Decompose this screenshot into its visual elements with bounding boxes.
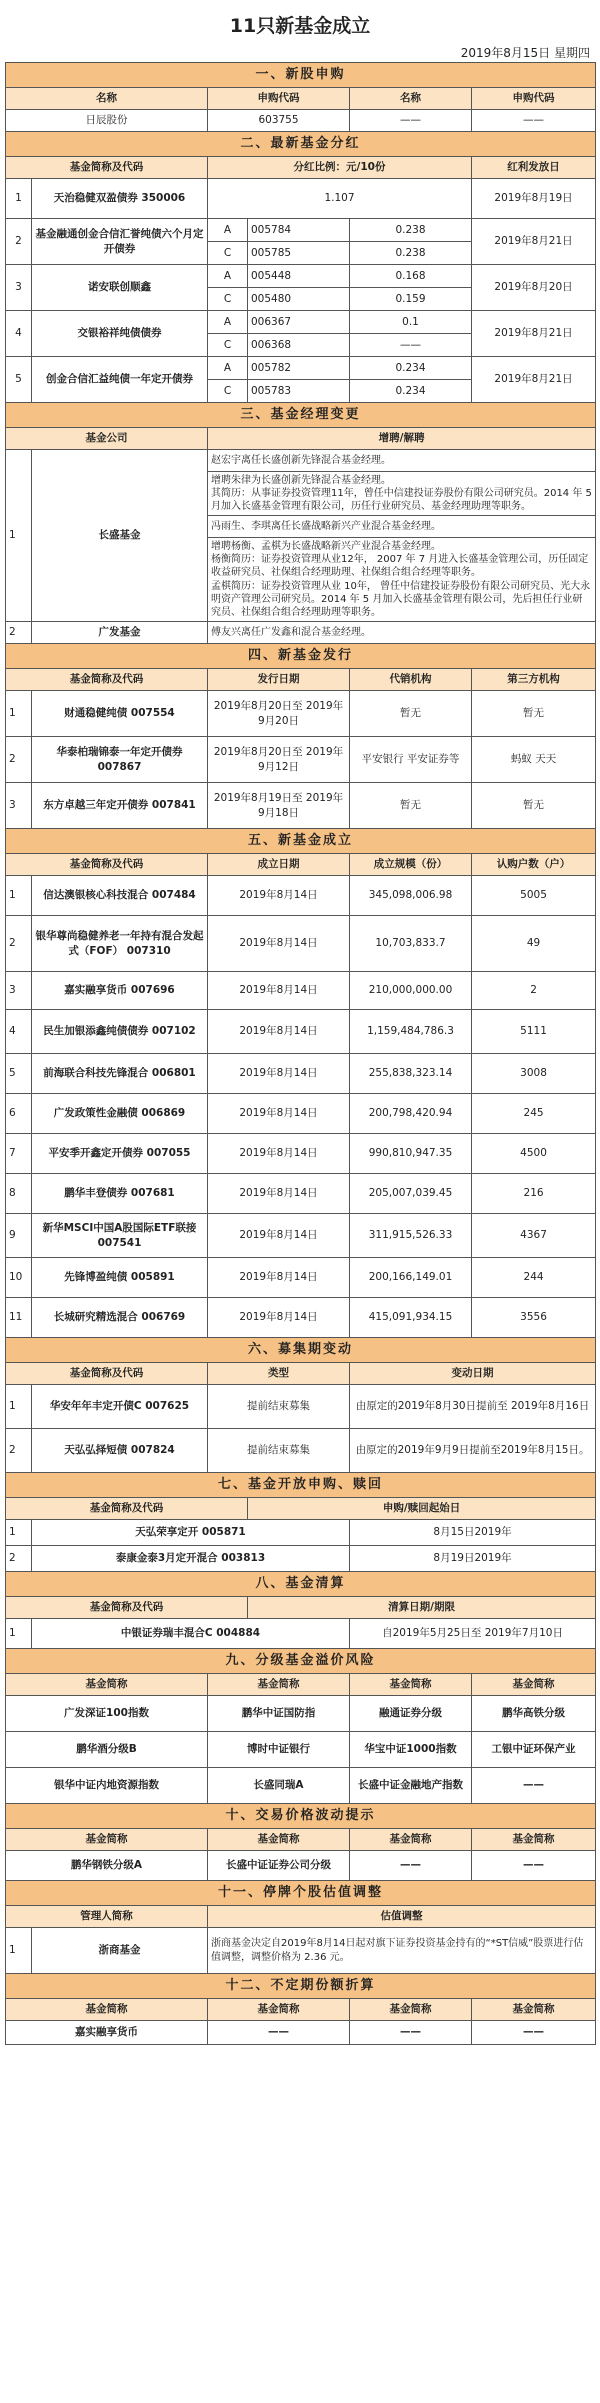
- fund-name: 天弘荣享定开 005871: [32, 1520, 350, 1546]
- graded-fund: 融通证券分级: [350, 1696, 472, 1732]
- section-title: 四、新基金发行: [6, 644, 596, 669]
- establish-date: 2019年8月14日: [208, 1174, 350, 1214]
- establish-scale: 415,091,934.15: [350, 1298, 472, 1338]
- column-header: 基金简称: [6, 1674, 208, 1696]
- column-header: 增聘/解聘: [208, 428, 596, 450]
- column-header: 名称: [350, 88, 472, 110]
- column-header: 基金简称: [472, 1999, 596, 2021]
- dividend-ratio: ——: [350, 334, 472, 357]
- fund-name: 天治稳健双盈债券 350006: [32, 179, 208, 219]
- column-header: 红利发放日: [472, 157, 596, 179]
- row-number: 2: [6, 916, 32, 972]
- open-date: 8月15日2019年: [350, 1520, 596, 1546]
- dividend-ratio: 0.159: [350, 288, 472, 311]
- valuation-adjustment: 浙商基金决定自2019年8月14日起对旗下证券投资基金持有的“*ST信威”股票进行估值调整，调整价格为 2.36 元。: [208, 1928, 596, 1974]
- third-party: 暂无: [472, 691, 596, 737]
- dividend-date: 2019年8月20日: [472, 265, 596, 311]
- fund-code: 006368: [248, 334, 350, 357]
- subscriber-count: 5005: [472, 876, 596, 916]
- volatility-fund: 鹏华钢铁分级A: [6, 1851, 208, 1881]
- fund-name: 银华尊尚稳健养老一年持有混合发起式（FOF） 007310: [32, 916, 208, 972]
- change-date: 由原定的2019年9月9日提前至2019年8月15日。: [350, 1429, 596, 1473]
- manager-change-text: 赵宏宇离任长盛创新先锋混合基金经理。: [208, 450, 596, 472]
- dividend-date: 2019年8月21日: [472, 357, 596, 403]
- graded-fund: 鹏华中证国防指: [208, 1696, 350, 1732]
- fund-code: 006367: [248, 311, 350, 334]
- fund-name: 交银裕祥纯债债券: [32, 311, 208, 357]
- volatility-fund: ——: [472, 1851, 596, 1881]
- dividend-ratio: 0.234: [350, 357, 472, 380]
- establish-date: 2019年8月14日: [208, 1298, 350, 1338]
- column-header: 基金简称: [6, 1829, 208, 1851]
- graded-fund: 长盛同瑞A: [208, 1768, 350, 1804]
- row-number: 2: [6, 622, 32, 644]
- sales-agent: 平安银行 平安证券等: [350, 737, 472, 783]
- graded-fund: 银华中证内地资源指数: [6, 1768, 208, 1804]
- column-header: 基金公司: [6, 428, 208, 450]
- fund-name: 创金合信汇益纯债一年定开债券: [32, 357, 208, 403]
- subscriber-count: 4367: [472, 1214, 596, 1258]
- graded-fund: 长盛中证金融地产指数: [350, 1768, 472, 1804]
- page-date: 2019年8月15日 星期四: [460, 46, 590, 60]
- fund-code: 005784: [248, 219, 350, 242]
- dividend-ratio: 0.238: [350, 219, 472, 242]
- graded-fund: 广发深证100指数: [6, 1696, 208, 1732]
- subscriber-count: 49: [472, 916, 596, 972]
- column-header: 成立日期: [208, 854, 350, 876]
- change-date: 由原定的2019年8月30日提前至 2019年8月16日: [350, 1385, 596, 1429]
- column-header: 认购户数（户）: [472, 854, 596, 876]
- issue-period: 2019年8月20日至 2019年9月20日: [208, 691, 350, 737]
- row-number: 1: [6, 1928, 32, 1974]
- column-header: 分红比例：元/10份: [208, 157, 472, 179]
- issue-period: 2019年8月19日至 2019年9月18日: [208, 783, 350, 829]
- fund-name: 民生加银添鑫纯债债券 007102: [32, 1010, 208, 1054]
- section-title: 十一、停牌个股估值调整: [6, 1881, 596, 1906]
- section-title: 八、基金清算: [6, 1572, 596, 1597]
- third-party: 蚂蚁 天天: [472, 737, 596, 783]
- fund-name: 财通稳健纯债 007554: [32, 691, 208, 737]
- manager-name: 浙商基金: [32, 1928, 208, 1974]
- ipo-cell: ——: [350, 110, 472, 132]
- manager-change-text: 增聘朱律为长盛创新先锋混合基金经理。 其简历：从事证券投资管理11年，曾任中信建投证券股份有限公司研究员。2014 年 5 月加入长盛基金管理有限公司，历任行业研究员、基金经理助理等职务。: [208, 472, 596, 516]
- row-number: 3: [6, 972, 32, 1010]
- column-header: 基金简称: [350, 1999, 472, 2021]
- change-type: 提前结束募集: [208, 1385, 350, 1429]
- row-number: 2: [6, 737, 32, 783]
- fund-name: 前海联合科技先锋混合 006801: [32, 1054, 208, 1094]
- fund-code: 005785: [248, 242, 350, 265]
- row-number: 1: [6, 1385, 32, 1429]
- fund-name: 信达澳银核心科技混合 007484: [32, 876, 208, 916]
- column-header: 基金简称及代码: [6, 1597, 248, 1619]
- row-number: 3: [6, 265, 32, 311]
- column-header: 基金简称及代码: [6, 669, 208, 691]
- graded-fund: 鹏华高铁分级: [472, 1696, 596, 1732]
- graded-fund: 鹏华酒分级B: [6, 1732, 208, 1768]
- subscriber-count: 3556: [472, 1298, 596, 1338]
- establish-scale: 255,838,323.14: [350, 1054, 472, 1094]
- establish-date: 2019年8月14日: [208, 1214, 350, 1258]
- dividend-ratio: 0.1: [350, 311, 472, 334]
- fund-name: 诺安联创顺鑫: [32, 265, 208, 311]
- fund-name: 东方卓越三年定开债券 007841: [32, 783, 208, 829]
- fund-name: 平安季开鑫定开债券 007055: [32, 1134, 208, 1174]
- column-header: 申购代码: [472, 88, 596, 110]
- establish-scale: 205,007,039.45: [350, 1174, 472, 1214]
- row-number: 5: [6, 357, 32, 403]
- column-header: 基金简称及代码: [6, 1498, 248, 1520]
- column-header: 第三方机构: [472, 669, 596, 691]
- share-class: A: [208, 357, 248, 380]
- column-header: 估值调整: [208, 1906, 596, 1928]
- establish-scale: 1,159,484,786.3: [350, 1010, 472, 1054]
- fund-code: 005783: [248, 380, 350, 403]
- fund-name: 新华MSCI中国A股国际ETF联接 007541: [32, 1214, 208, 1258]
- fund-code: 005448: [248, 265, 350, 288]
- row-number: 11: [6, 1298, 32, 1338]
- volatility-fund: ——: [350, 1851, 472, 1881]
- row-number: 1: [6, 1619, 32, 1649]
- column-header: 类型: [208, 1363, 350, 1385]
- dividend-ratio: 0.234: [350, 380, 472, 403]
- establish-scale: 311,915,526.33: [350, 1214, 472, 1258]
- row-number: 1: [6, 876, 32, 916]
- section-title: 六、募集期变动: [6, 1338, 596, 1363]
- column-header: 申购/赎回起始日: [248, 1498, 596, 1520]
- dividend-date: 2019年8月21日: [472, 219, 596, 265]
- establish-scale: 345,098,006.98: [350, 876, 472, 916]
- column-header: 申购代码: [208, 88, 350, 110]
- section-title: 三、基金经理变更: [6, 403, 596, 428]
- fund-name: 基金融通创金合信汇誉纯债六个月定开债券: [32, 219, 208, 265]
- column-header: 代销机构: [350, 669, 472, 691]
- subscriber-count: 216: [472, 1174, 596, 1214]
- column-header: 基金简称: [472, 1674, 596, 1696]
- manager-change-text: 冯雨生、李琪离任长盛战略新兴产业混合基金经理。: [208, 516, 596, 538]
- manager-change-text: 傅友兴离任广发鑫和混合基金经理。: [208, 622, 596, 644]
- row-number: 8: [6, 1174, 32, 1214]
- fund-name: 鹏华丰登债券 007681: [32, 1174, 208, 1214]
- establish-scale: 200,798,420.94: [350, 1094, 472, 1134]
- row-number: 1: [6, 179, 32, 219]
- graded-fund: ——: [472, 1768, 596, 1804]
- column-header: 基金简称: [208, 1999, 350, 2021]
- fund-name: 嘉实融享货币 007696: [32, 972, 208, 1010]
- section-title: 一、新股申购: [6, 63, 596, 88]
- section-title: 十、交易价格波动提示: [6, 1804, 596, 1829]
- row-number: 10: [6, 1258, 32, 1298]
- dividend-ratio: 1.107: [208, 179, 472, 219]
- establish-scale: 200,166,149.01: [350, 1258, 472, 1298]
- row-number: 2: [6, 1429, 32, 1473]
- fund-company: 长盛基金: [32, 450, 208, 622]
- subscriber-count: 4500: [472, 1134, 596, 1174]
- conversion-fund: ——: [472, 2021, 596, 2045]
- row-number: 1: [6, 450, 32, 622]
- column-header: 基金简称: [6, 1999, 208, 2021]
- subscriber-count: 244: [472, 1258, 596, 1298]
- row-number: 4: [6, 311, 32, 357]
- column-header: 变动日期: [350, 1363, 596, 1385]
- row-number: 2: [6, 1546, 32, 1572]
- establish-date: 2019年8月14日: [208, 1094, 350, 1134]
- conversion-fund: ——: [208, 2021, 350, 2045]
- column-header: 基金简称及代码: [6, 1363, 208, 1385]
- dividend-date: 2019年8月21日: [472, 311, 596, 357]
- liquidation-date: 自2019年5月25日至 2019年7月10日: [350, 1619, 596, 1649]
- establish-date: 2019年8月14日: [208, 1134, 350, 1174]
- dividend-ratio: 0.238: [350, 242, 472, 265]
- establish-date: 2019年8月14日: [208, 1258, 350, 1298]
- column-header: 基金简称: [350, 1674, 472, 1696]
- column-header: 基金简称: [208, 1674, 350, 1696]
- row-number: 5: [6, 1054, 32, 1094]
- row-number: 3: [6, 783, 32, 829]
- fund-name: 泰康金泰3月定开混合 003813: [32, 1546, 350, 1572]
- conversion-fund: ——: [350, 2021, 472, 2045]
- column-header: 基金简称及代码: [6, 854, 208, 876]
- conversion-fund: 嘉实融享货币: [6, 2021, 208, 2045]
- row-number: 6: [6, 1094, 32, 1134]
- dividend-date: 2019年8月19日: [472, 179, 596, 219]
- ipo-cell: 603755: [208, 110, 350, 132]
- graded-fund: 工银中证环保产业: [472, 1732, 596, 1768]
- fund-name: 天弘弘择短债 007824: [32, 1429, 208, 1473]
- establish-date: 2019年8月14日: [208, 972, 350, 1010]
- dividend-ratio: 0.168: [350, 265, 472, 288]
- column-header: 基金简称: [350, 1829, 472, 1851]
- row-number: 4: [6, 1010, 32, 1054]
- third-party: 暂无: [472, 783, 596, 829]
- section-title: 五、新基金成立: [6, 829, 596, 854]
- subscriber-count: 245: [472, 1094, 596, 1134]
- bulletin-table: [5, 62, 596, 2045]
- section-title: 二、最新基金分红: [6, 132, 596, 157]
- graded-fund: 博时中证银行: [208, 1732, 350, 1768]
- fund-name: 华安年年丰定开债C 007625: [32, 1385, 208, 1429]
- section-title: 七、基金开放申购、赎回: [6, 1473, 596, 1498]
- column-header: 基金简称及代码: [6, 157, 208, 179]
- row-number: 1: [6, 691, 32, 737]
- graded-fund: 华宝中证1000指数: [350, 1732, 472, 1768]
- establish-scale: 990,810,947.35: [350, 1134, 472, 1174]
- sales-agent: 暂无: [350, 691, 472, 737]
- column-header: 名称: [6, 88, 208, 110]
- fund-company: 广发基金: [32, 622, 208, 644]
- open-date: 8月19日2019年: [350, 1546, 596, 1572]
- fund-name: 长城研究精选混合 006769: [32, 1298, 208, 1338]
- column-header: 管理人简称: [6, 1906, 208, 1928]
- share-class: C: [208, 288, 248, 311]
- share-class: C: [208, 380, 248, 403]
- fund-name: 中银证券瑞丰混合C 004884: [32, 1619, 350, 1649]
- ipo-cell: ——: [472, 110, 596, 132]
- column-header: 成立规模（份）: [350, 854, 472, 876]
- manager-change-text: 增聘杨衡、孟棋为长盛战略新兴产业混合基金经理。 杨衡简历：证券投资管理从业12年， 2007 年 7 月进入长盛基金管理公司，历任固定收益研究员、社保组合经理助理、社保组合组合经理等职务。 孟棋简历：证券投资管理从业 10年， 曾任中信建投证券股份有限公司研究员、光大永明资产管理公司研究员。2014 年 5 月加入长盛基金管理有限公司，先后担任行业研究员、社保组合组合经理助理等职务。: [208, 538, 596, 622]
- issue-period: 2019年8月20日至 2019年9月12日: [208, 737, 350, 783]
- subscriber-count: 5111: [472, 1010, 596, 1054]
- volatility-fund: 长盛中证证券公司分级: [208, 1851, 350, 1881]
- share-class: A: [208, 311, 248, 334]
- share-class: A: [208, 265, 248, 288]
- column-header: 基金简称: [208, 1829, 350, 1851]
- section-title: 九、分级基金溢价风险: [6, 1649, 596, 1674]
- subscriber-count: 2: [472, 972, 596, 1010]
- page-title: 11只新基金成立: [229, 15, 371, 37]
- establish-date: 2019年8月14日: [208, 916, 350, 972]
- row-number: 2: [6, 219, 32, 265]
- fund-code: 005782: [248, 357, 350, 380]
- establish-scale: 10,703,833.7: [350, 916, 472, 972]
- row-number: 7: [6, 1134, 32, 1174]
- row-number: 9: [6, 1214, 32, 1258]
- column-header: 基金简称: [472, 1829, 596, 1851]
- fund-name: 先锋博盈纯债 005891: [32, 1258, 208, 1298]
- row-number: 1: [6, 1520, 32, 1546]
- section-title: 十二、不定期份额折算: [6, 1974, 596, 1999]
- fund-name: 广发政策性金融债 006869: [32, 1094, 208, 1134]
- share-class: C: [208, 242, 248, 265]
- establish-date: 2019年8月14日: [208, 1010, 350, 1054]
- sales-agent: 暂无: [350, 783, 472, 829]
- ipo-cell: 日辰股份: [6, 110, 208, 132]
- fund-name: 华泰柏瑞锦泰一年定开债券007867: [32, 737, 208, 783]
- establish-date: 2019年8月14日: [208, 876, 350, 916]
- share-class: A: [208, 219, 248, 242]
- establish-scale: 210,000,000.00: [350, 972, 472, 1010]
- share-class: C: [208, 334, 248, 357]
- column-header: 发行日期: [208, 669, 350, 691]
- column-header: 清算日期/期限: [248, 1597, 596, 1619]
- establish-date: 2019年8月14日: [208, 1054, 350, 1094]
- fund-code: 005480: [248, 288, 350, 311]
- subscriber-count: 3008: [472, 1054, 596, 1094]
- change-type: 提前结束募集: [208, 1429, 350, 1473]
